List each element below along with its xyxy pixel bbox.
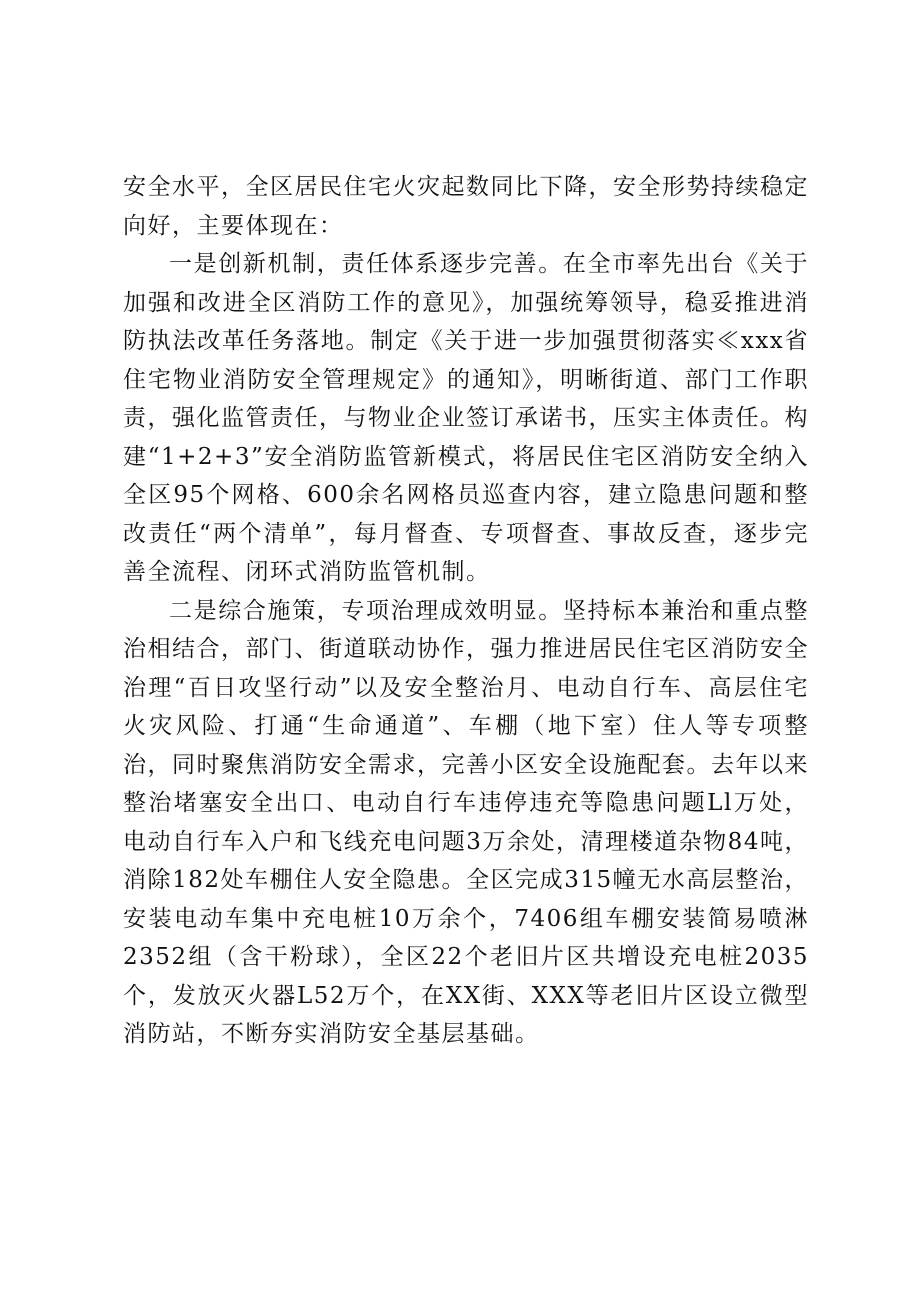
document-body — [123, 168, 809, 1054]
paragraph-mechanism: 一是创新机制，责任体系逐步完善。在全市率先出台《关于加强和改进全区消防工作的意见》，加强统筹领导，稳妥推进消防执法改革任务落地。制定《关于进一步加强贯彻落实≪xxx省住宅物业消防安全管理规定》的通知》，明晰街道、部门工作职责，强化监管责任，与物业企业签订承诺书，压实主体责任。构建“1+2+3”安全消防监管新模式，将居民住宅区消防安全纳入全区95个网格、600余名网格员巡查内容，建立隐患问题和整改责任“两个清单”，每月督查、专项督查、事故反查，逐步完善全流程、闭环式消防监管机制。 — [123, 251, 809, 585]
paragraph-intro: 安全水平，全区居民住宅火灾起数同比下降，安全形势持续稳定向好，主要体现在： — [123, 174, 809, 239]
paragraph-special-treatment: 二是综合施策，专项治理成效明显。坚持标本兼治和重点整治相结合，部门、街道联动协作，强力推进居民住宅区消防安全治理“百日攻坚行动”以及安全整治月、电动自行车、高层住宅火灾风险、打通“生命通道”、车棚（地下室）住人等专项整治，同时聚焦消防安全需求，完善小区安全设施配套。去年以来整治堵塞安全出口、电动自行车违停违充等隐患问题Ll万处，电动自行车入户和飞线充电问题3万余处，清理楼道杂物84吨，消除182处车棚住人安全隐患。全区完成315幢无水高层整治，安装电动车集中充电桩10万余个，7406组车棚安装简易喷淋2352组（含干粉球），全区22个老旧片区共增设充电桩2035个，发放灭火器L52万个，在XX街、XXX等老旧片区设立微型消防站，不断夯实消防安全基层基础。 — [123, 597, 809, 1047]
